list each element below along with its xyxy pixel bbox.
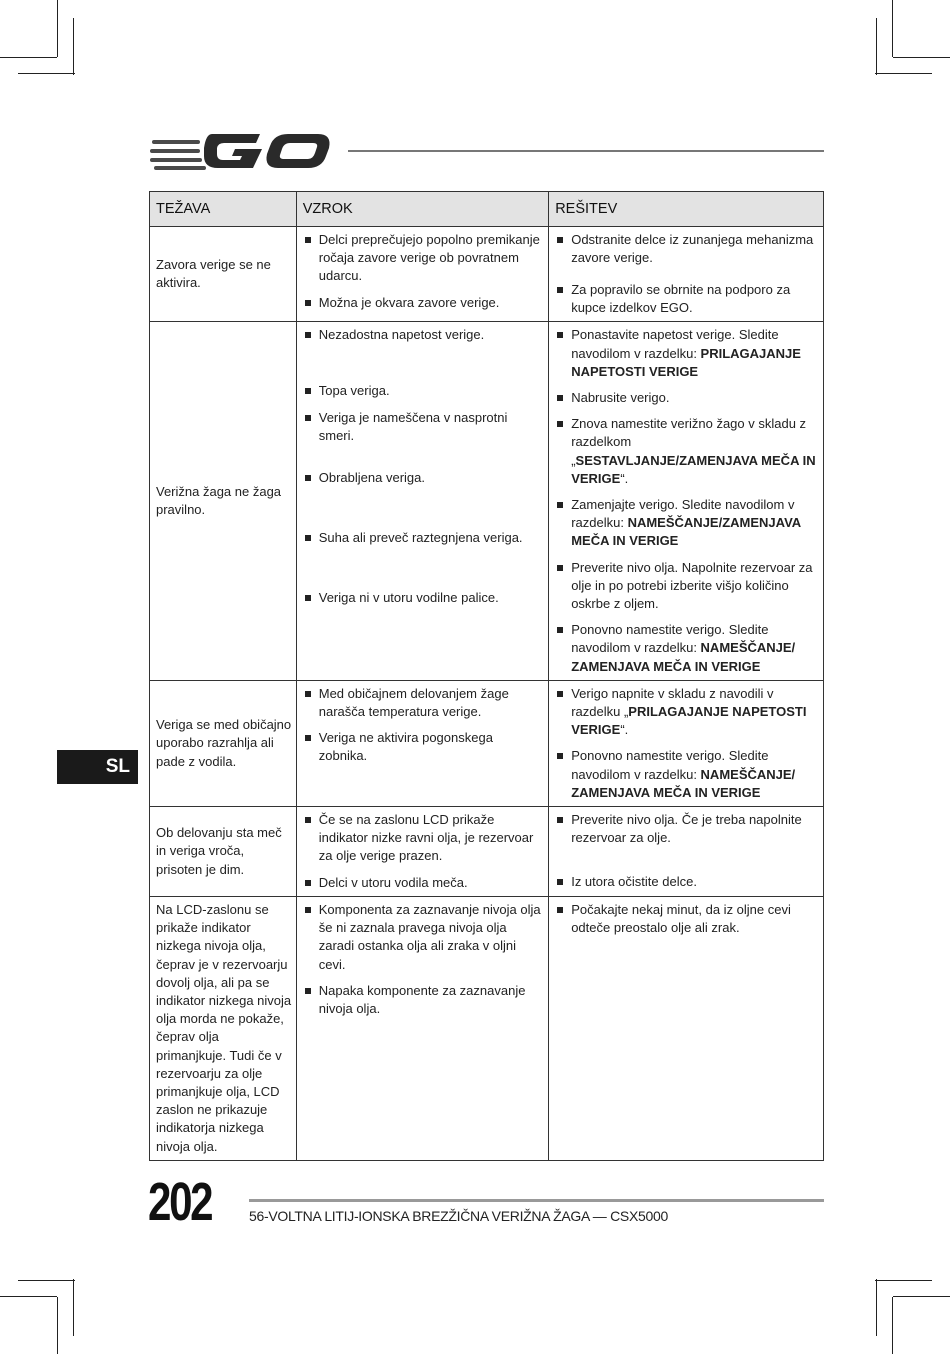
- footer-rule: [249, 1199, 824, 1202]
- solution-cell: [549, 680, 824, 806]
- table-row: [150, 322, 824, 680]
- header-rule: [348, 150, 824, 152]
- list-item: [549, 869, 823, 895]
- cause-cell: [296, 680, 548, 806]
- bullet-icon: [305, 735, 311, 741]
- footer-title: 56-VOLTNA LITIJ-IONSKA BREZŽIČNA VERIŽNA ŽAGA — CSX5000: [249, 1208, 668, 1224]
- list-item: [549, 555, 823, 618]
- bullet-icon: [557, 879, 563, 885]
- solution-text: Iz utora očistite delce.: [571, 874, 697, 890]
- page-number: 202: [148, 1172, 212, 1232]
- crop-mark: [57, 1297, 58, 1354]
- crop-mark: [892, 0, 893, 57]
- problem-cell: Verižna žaga ne žaga pravilno.: [150, 322, 297, 680]
- crop-mark: [892, 1297, 893, 1354]
- list-item: [297, 725, 548, 769]
- solution-text: Za popravilo se obrnite na podporo za kupce izdelkov EGO.: [571, 282, 791, 316]
- crop-mark: [875, 1280, 932, 1281]
- bullet-icon: [305, 691, 311, 697]
- list-item: [297, 681, 548, 725]
- list-item: [297, 870, 548, 896]
- problem-cell: Veriga se med običajno uporabo razrahlja ali pade z vodila.: [150, 680, 297, 806]
- cause-text: Delci preprečujejo popolno premikanje ročaja zavore verige ob povratnem udarcu.: [318, 232, 540, 284]
- list-item: [549, 277, 823, 321]
- cause-cell: [296, 896, 548, 1160]
- list-item: [549, 227, 823, 277]
- list-item: [297, 290, 548, 316]
- cause-text: Delci v utoru vodila meča.: [318, 874, 468, 890]
- crop-mark: [0, 57, 57, 58]
- cause-text: Možna je okvara zavore verige.: [318, 294, 500, 310]
- solution-text: Odstranite delce iz zunanjega mehanizma zavore verige.: [571, 232, 814, 266]
- solution-text: Nabrusite verigo.: [571, 390, 670, 406]
- crop-mark: [876, 18, 877, 75]
- bullet-icon: [557, 627, 563, 633]
- cause-text: Komponenta za zaznavanje nivoja olja še ni zaznala pravega nivoja olja zaradi ostanka olja ali zraka v oljni cevi.: [318, 901, 541, 972]
- solution-text: Preverite nivo olja. Če je treba napolnite rezervoar za olje.: [571, 812, 802, 846]
- solution-text: Znova namestite verižno žago v skladu z razdelkom „: [571, 416, 807, 468]
- problem-cell: Zavora verige se ne aktivira.: [150, 227, 297, 322]
- bullet-icon: [305, 332, 311, 338]
- solution-reference: NAMEŠČANJE/ ZAMENJAVA MEČA IN VERIGE: [571, 640, 796, 674]
- bullet-icon: [557, 691, 563, 697]
- problem-cell: Na LCD-zaslonu se prikaže indikator nizkega nivoja olja, čeprav je v rezervoarju dovolj olja, ali pa se indikator nizkega nivoja olja morda ne pokaže, čeprav olja primanjkuje. Tudi če v rezervoarju za olje primanjkuje olja, LCD zaslon ne prikazuje indikatorja nizkega nivoja olja.: [150, 896, 297, 1160]
- list-item: [549, 743, 823, 806]
- crop-mark: [893, 1296, 950, 1297]
- cause-text: Veriga ne aktivira pogonskega zobnika.: [318, 730, 493, 764]
- header-cause: VZROK: [296, 192, 548, 227]
- bullet-icon: [305, 475, 311, 481]
- cause-cell: [296, 322, 548, 680]
- solution-text: Preverite nivo olja. Napolnite rezervoar za olje in po potrebi izberite višjo količino oskrbe z oljem.: [571, 559, 813, 612]
- cause-text: Suha ali preveč raztegnjena veriga.: [318, 529, 523, 545]
- solution-cell: [549, 807, 824, 897]
- crop-mark: [876, 1279, 877, 1336]
- solution-reference: NAMEŠČANJE/ZAMENJAVA MEČA IN VERIGE: [571, 515, 801, 549]
- bullet-icon: [305, 988, 311, 994]
- cause-text: Nezadostna napetost verige.: [318, 327, 485, 343]
- list-item: [549, 807, 823, 869]
- solution-text: Ponovno namestite verigo. Sledite navodilom v razdelku:: [571, 748, 769, 782]
- list-item: [297, 585, 548, 611]
- solution-reference: PRILAGAJANJE NAPETOSTI VERIGE: [571, 345, 801, 379]
- table-row: [150, 896, 824, 1160]
- bullet-icon: [557, 502, 563, 508]
- solution-text: Ponastavite napetost verige. Sledite navodilom v razdelku:: [571, 327, 779, 361]
- bullet-icon: [305, 880, 311, 886]
- bullet-icon: [557, 237, 563, 243]
- bullet-icon: [305, 388, 311, 394]
- table-row: [150, 227, 824, 322]
- ego-logo: [150, 130, 332, 172]
- list-item: [549, 681, 823, 744]
- cause-cell: [296, 227, 548, 322]
- solution-reference: NAMEŠČANJE/ ZAMENJAVA MEČA IN VERIGE: [571, 766, 796, 800]
- cause-cell: [296, 807, 548, 897]
- table-header-row: [150, 192, 824, 227]
- bullet-icon: [557, 421, 563, 427]
- bullet-icon: [305, 595, 311, 601]
- crop-mark: [875, 73, 932, 74]
- list-item: [297, 405, 548, 465]
- list-item: [549, 617, 823, 680]
- list-item: [549, 897, 823, 941]
- list-item: [297, 978, 548, 1022]
- header-solution: REŠITEV: [549, 192, 824, 227]
- troubleshooting-table: [149, 191, 824, 1161]
- crop-mark: [57, 0, 58, 57]
- solution-end: “.: [620, 722, 629, 738]
- problem-cell: Ob delovanju sta meč in veriga vroča, prisoten je dim.: [150, 807, 297, 897]
- crop-mark: [0, 1296, 57, 1297]
- bullet-icon: [557, 332, 563, 338]
- language-tab: SL: [57, 750, 138, 784]
- crop-mark: [18, 1280, 75, 1281]
- bullet-icon: [305, 907, 311, 913]
- solution-text: Počakajte nekaj minut, da iz oljne cevi odteče preostalo olje ali zrak.: [571, 901, 791, 936]
- list-item: [297, 465, 548, 525]
- bullet-icon: [305, 415, 311, 421]
- cause-text: Med običajnem delovanjem žage narašča temperatura verige.: [318, 685, 509, 720]
- solution-cell: [549, 227, 824, 322]
- solution-text: Verigo napnite v skladu z navodili v razdelku „: [571, 685, 774, 720]
- table-row: [150, 807, 824, 897]
- bullet-icon: [557, 753, 563, 759]
- bullet-icon: [305, 237, 311, 243]
- cause-text: Napaka komponente za zaznavanje nivoja olja.: [318, 982, 526, 1016]
- cause-text: Obrabljena veriga.: [318, 469, 425, 485]
- bullet-icon: [557, 287, 563, 293]
- list-item: [297, 227, 548, 290]
- cause-text: Veriga je nameščena v nasprotni smeri.: [318, 409, 508, 443]
- solution-cell: [549, 896, 824, 1160]
- bullet-icon: [557, 817, 563, 823]
- crop-mark: [73, 1279, 74, 1336]
- bullet-icon: [305, 817, 311, 823]
- crop-mark: [73, 18, 74, 75]
- bullet-icon: [305, 535, 311, 541]
- solution-text: Ponovno namestite verigo. Sledite navodilom v razdelku:: [571, 622, 769, 656]
- crop-mark: [893, 57, 950, 58]
- list-item: [297, 807, 548, 870]
- list-item: [549, 492, 823, 555]
- cause-text: Če se na zaslonu LCD prikaže indikator nizke ravni olja, je rezervoar za olje verige prazen.: [318, 812, 534, 864]
- list-item: [549, 322, 823, 385]
- list-item: [297, 525, 548, 585]
- solution-text: Zamenjajte verigo. Sledite navodilom v razdelku:: [571, 497, 795, 531]
- list-item: [549, 385, 823, 411]
- bullet-icon: [557, 565, 563, 571]
- list-item: [549, 411, 823, 492]
- bullet-icon: [557, 395, 563, 401]
- solution-reference: SESTAVLJANJE/ZAMENJAVA MEČA IN VERIGE: [571, 452, 816, 486]
- list-item: [297, 322, 548, 378]
- bullet-icon: [305, 300, 311, 306]
- cause-text: Veriga ni v utoru vodilne palice.: [318, 589, 499, 605]
- table-row: [150, 680, 824, 806]
- solution-end: “.: [620, 470, 629, 486]
- list-item: [297, 378, 548, 404]
- bullet-icon: [557, 907, 563, 913]
- header-problem: TEŽAVA: [150, 192, 297, 227]
- list-item: [297, 897, 548, 978]
- solution-reference: PRILAGAJANJE NAPETOSTI VERIGE: [571, 704, 807, 738]
- crop-mark: [18, 73, 75, 74]
- cause-text: Topa veriga.: [318, 383, 390, 399]
- solution-cell: [549, 322, 824, 680]
